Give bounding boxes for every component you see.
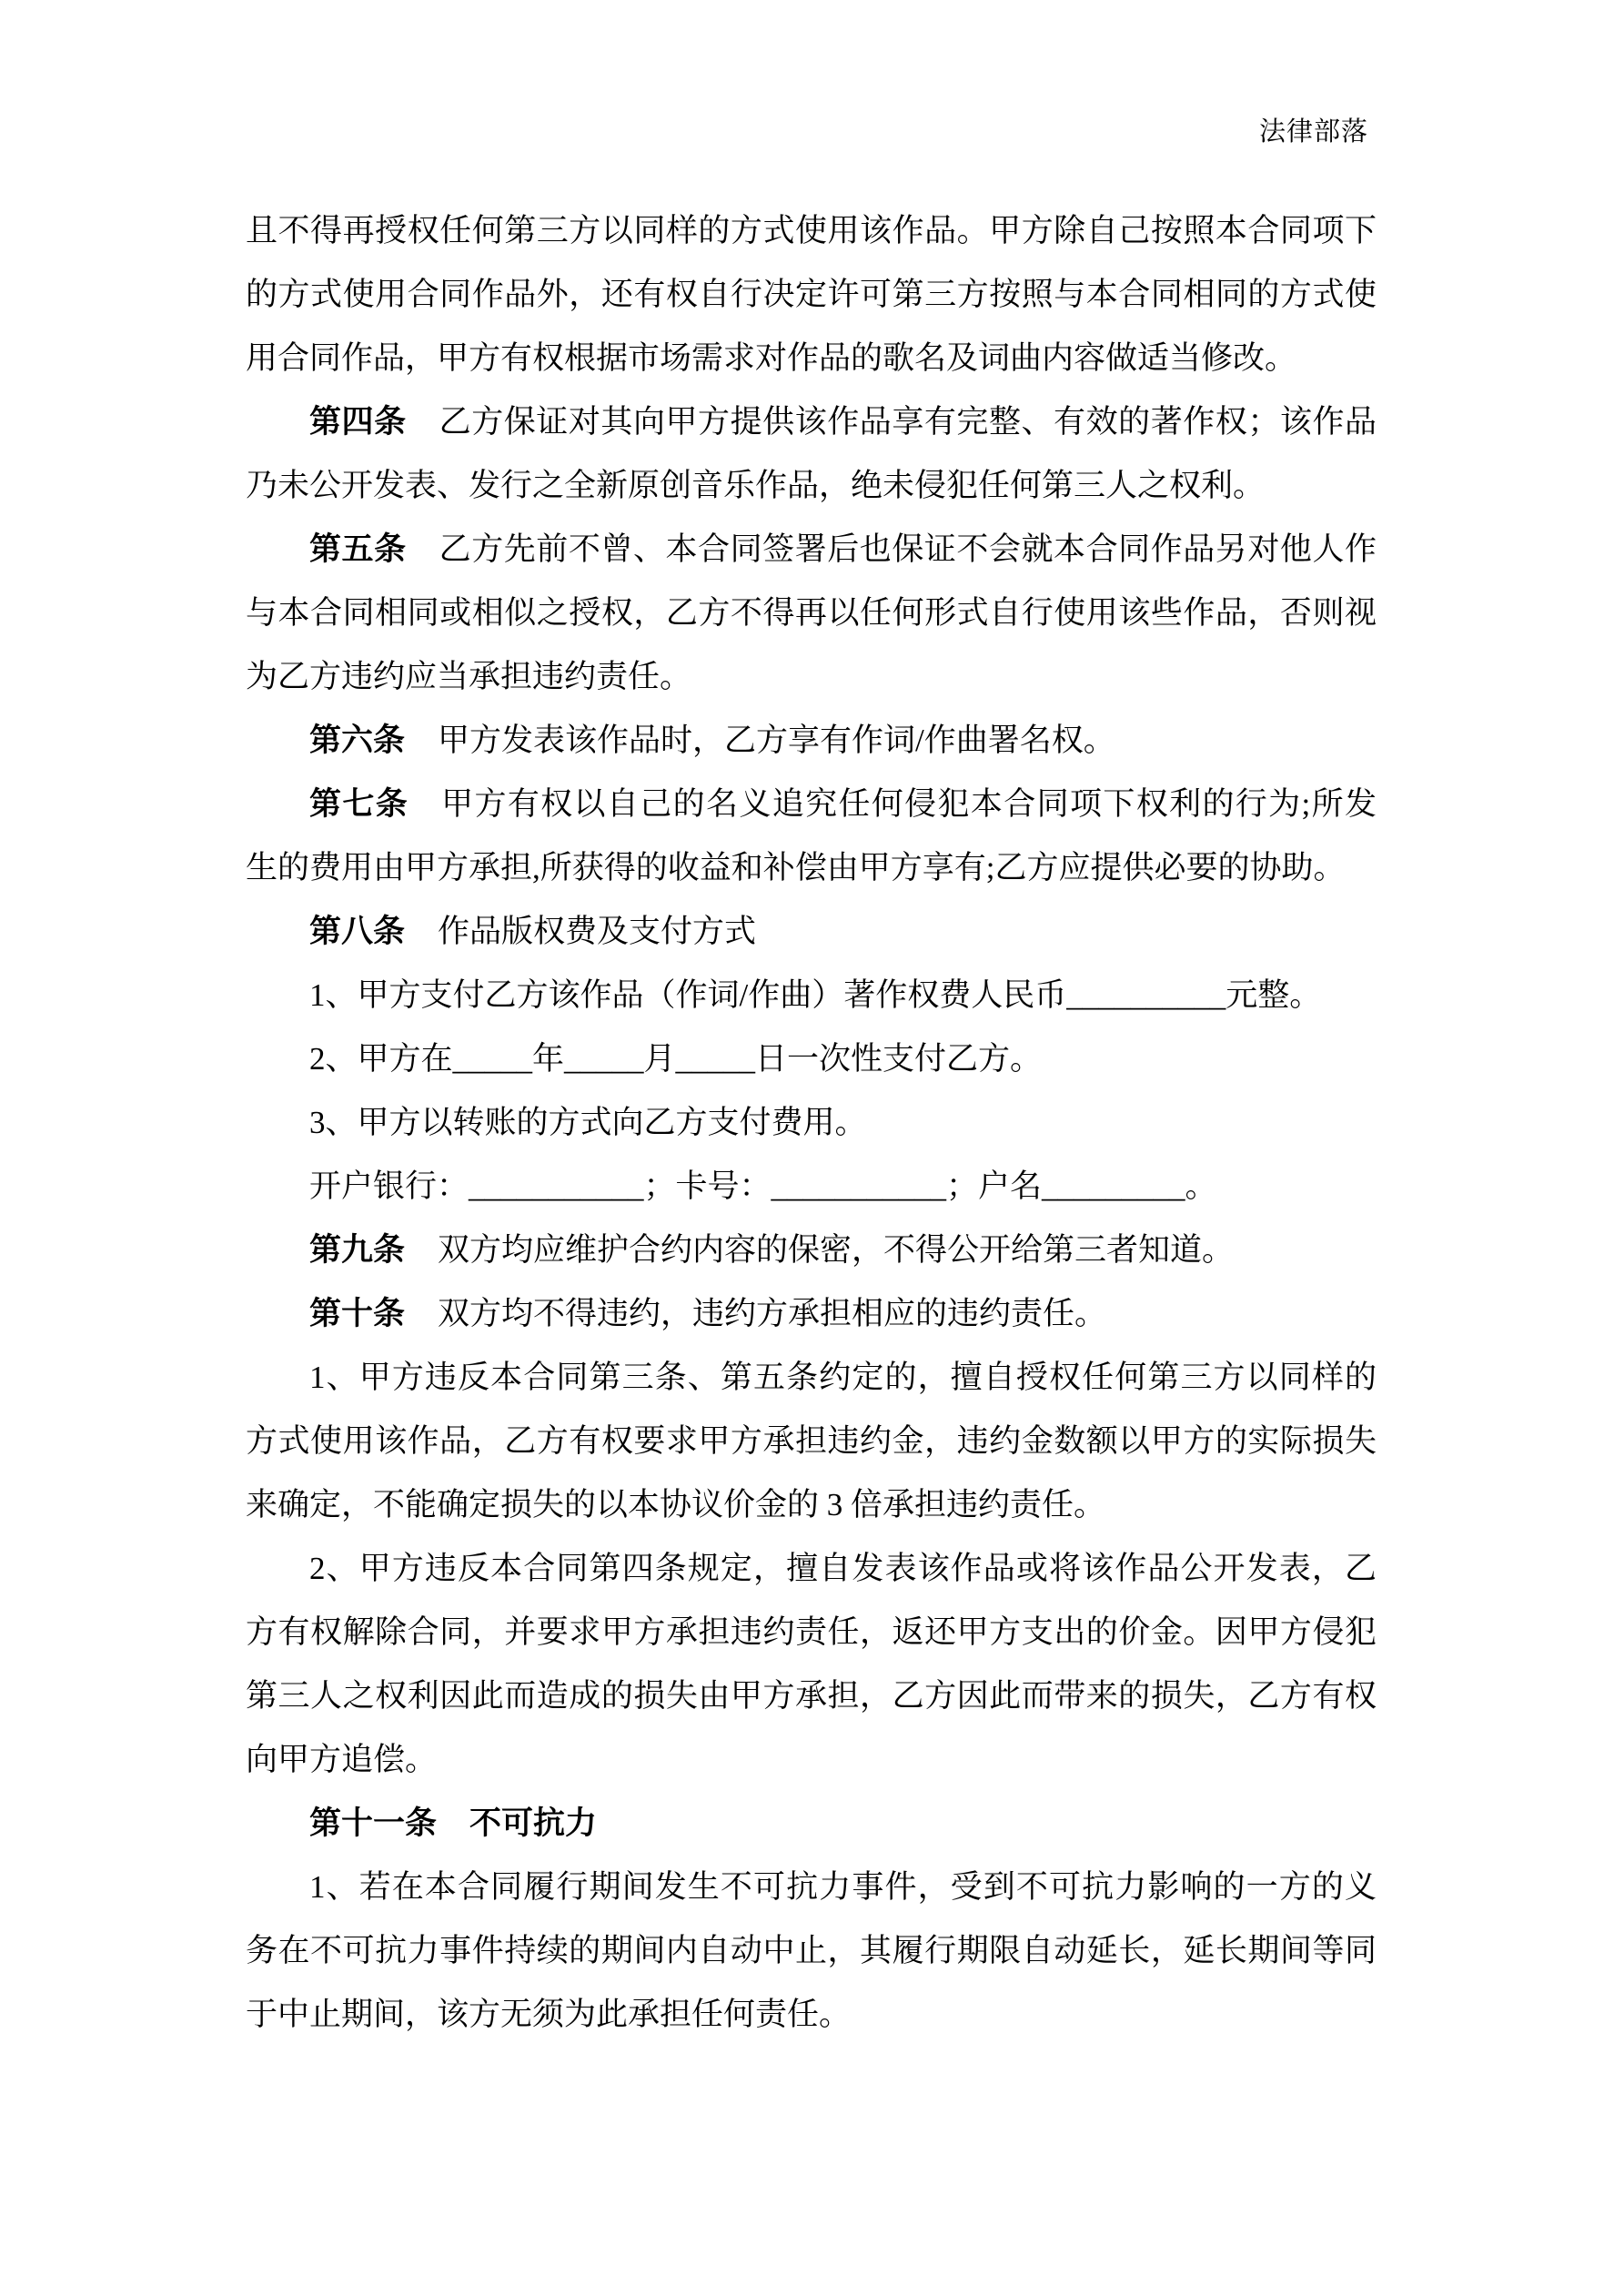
document-line	[246, 1410, 1377, 1473]
line-text: 的方式使用合同作品外，还有权自行决定许可第三方按照与本合同相同的方式使	[246, 277, 1377, 312]
line-text: 来确定，不能确定损失的以本协议价金的 3 倍承担违约责任。	[246, 1487, 1106, 1522]
document-body	[246, 199, 1377, 2047]
clause-label: 第七条	[309, 786, 409, 822]
line-text: 乙方保证对其向甲方提供该作品享有完整、有效的著作权；该作品	[439, 404, 1377, 440]
line-text: 乙方先前不曾、本合同签署后也保证不会就本合同作品另对他人作	[439, 531, 1377, 567]
clause-label: 第十一条	[309, 1805, 438, 1841]
clause-label: 第十条	[309, 1296, 406, 1331]
document-line	[246, 327, 1377, 390]
document-line	[246, 1155, 1377, 1219]
brand-watermark: 法律部落	[1258, 117, 1368, 147]
line-text: 开户银行：___________；卡号：___________；户名_________。	[309, 1168, 1217, 1204]
line-text: 双方均应维护合约内容的保密，不得公开给第三者知道。	[438, 1232, 1235, 1268]
document-line	[246, 1282, 1377, 1346]
line-text: 生的费用由甲方承担,所获得的收益和补偿由甲方享有;乙方应提供必要的协助。	[246, 850, 1346, 885]
document-line	[246, 1792, 1377, 1856]
document-line	[246, 1664, 1377, 1728]
document-line	[246, 836, 1377, 900]
document-line	[246, 1856, 1377, 1919]
line-text: 作品版权费及支付方式	[438, 914, 757, 949]
line-text: 双方均不得违约，违约方承担相应的违约责任。	[438, 1296, 1107, 1331]
line-text: 1、甲方违反本合同第三条、第五条约定的，擅自授权任何第三方以同样的	[309, 1360, 1377, 1395]
document-line	[246, 390, 1377, 454]
document-line	[246, 773, 1377, 836]
line-text: 甲方发表该作品时，乙方享有作词/作曲署名权。	[438, 723, 1115, 758]
document-line	[246, 964, 1377, 1027]
line-text: 方式使用该作品，乙方有权要求甲方承担违约金，违约金数额以甲方的实际损失	[246, 1423, 1377, 1459]
document-line	[246, 1919, 1377, 1983]
document-line	[246, 1219, 1377, 1282]
line-text: 3、甲方以转账的方式向乙方支付费用。	[309, 1105, 867, 1140]
clause-label: 第八条	[309, 914, 406, 949]
line-text: 2、甲方在_____年_____月_____日一次性支付乙方。	[309, 1041, 1043, 1077]
line-text: 与本合同相同或相似之授权，乙方不得再以任何形式自行使用该些作品，否则视	[246, 595, 1377, 631]
line-text: 方有权解除合同，并要求甲方承担违约责任，返还甲方支出的价金。因甲方侵犯	[246, 1614, 1377, 1650]
document-line	[246, 199, 1377, 263]
document-line	[246, 518, 1377, 582]
clause-label: 第六条	[309, 723, 406, 758]
line-text: 向甲方追偿。	[246, 1742, 438, 1777]
line-text: 1、甲方支付乙方该作品（作词/作曲）著作权费人民币__________元整。	[309, 977, 1322, 1013]
line-text: 不可抗力	[469, 1805, 598, 1841]
line-text: 用合同作品，甲方有权根据市场需求对作品的歌名及词曲内容做适当修改。	[246, 340, 1297, 376]
document-line	[246, 900, 1377, 964]
line-text: 且不得再授权任何第三方以同样的方式使用该作品。甲方除自己按照本合同项下	[246, 213, 1377, 248]
clause-label: 第五条	[309, 531, 407, 567]
document-line	[246, 454, 1377, 518]
document-line	[246, 1537, 1377, 1601]
document-line	[246, 709, 1377, 773]
line-text: 务在不可抗力事件持续的期间内自动中止，其履行期限自动延长，延长期间等同	[246, 1933, 1377, 1968]
document-line	[246, 1983, 1377, 2047]
clause-label: 第四条	[309, 404, 407, 440]
clause-label: 第九条	[309, 1232, 406, 1268]
line-text: 乃未公开发表、发行之全新原创音乐作品，绝未侵犯任何第三人之权利。	[246, 468, 1266, 503]
document-line	[246, 582, 1377, 645]
document-line	[246, 1601, 1377, 1664]
document-line	[246, 645, 1377, 709]
line-text: 2、甲方违反本合同第四条规定，擅自发表该作品或将该作品公开发表，乙	[309, 1551, 1377, 1586]
document-line	[246, 1027, 1377, 1091]
line-text: 1、若在本合同履行期间发生不可抗力事件，受到不可抗力影响的一方的义	[309, 1869, 1377, 1905]
document-line	[246, 1346, 1377, 1410]
line-text: 甲方有权以自己的名义追究任何侵犯本合同项下权利的行为;所发	[441, 786, 1377, 822]
document-line	[246, 1728, 1377, 1792]
document-line	[246, 263, 1377, 327]
line-text: 为乙方违约应当承担违约责任。	[246, 659, 692, 694]
line-text: 于中止期间，该方无须为此承担任何责任。	[246, 1997, 852, 2032]
line-text: 第三人之权利因此而造成的损失由甲方承担，乙方因此而带来的损失，乙方有权	[246, 1678, 1377, 1714]
document-line	[246, 1091, 1377, 1155]
document-line	[246, 1473, 1377, 1537]
